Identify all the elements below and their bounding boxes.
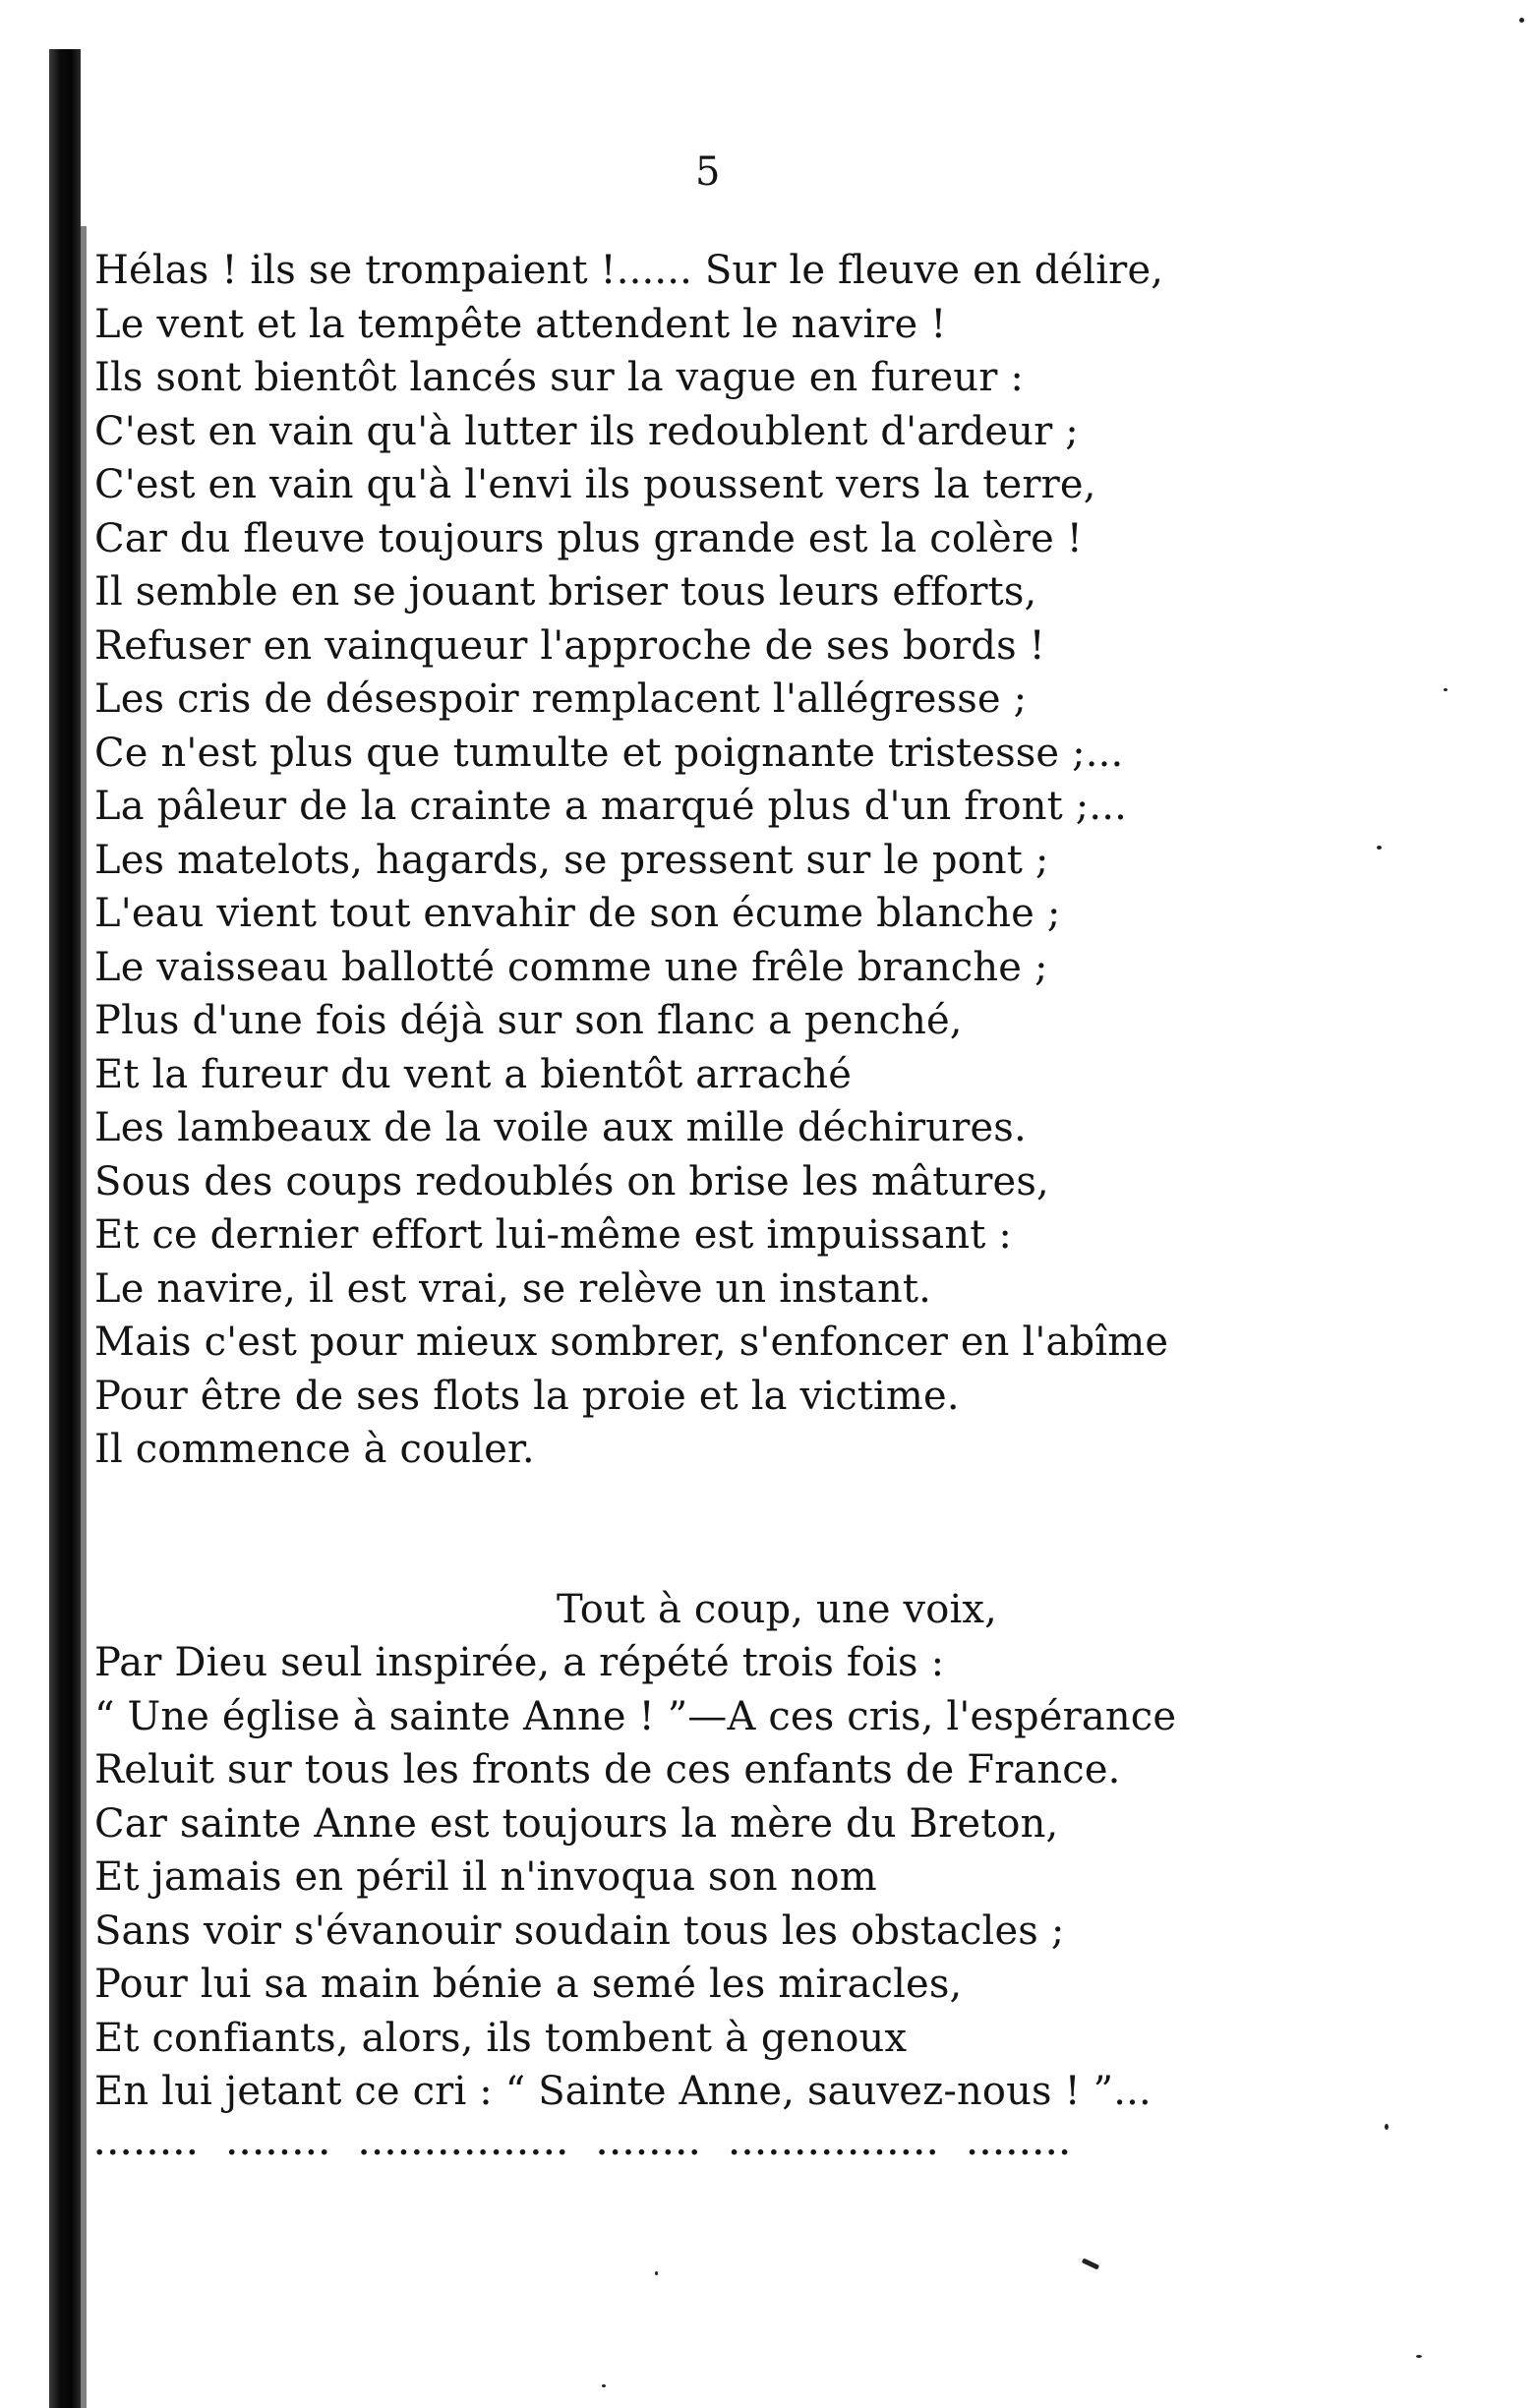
print-speck xyxy=(1082,2258,1099,2269)
verse-line: Le vent et la tempête attendent le navire ! xyxy=(94,301,947,347)
verse-line: Pour être de ses flots la proie et la victime. xyxy=(94,1373,960,1419)
verse-line-indented: Tout à coup, une voix, xyxy=(557,1586,998,1632)
verse-line: C'est en vain qu'à l'envi ils poussent vers la terre, xyxy=(94,462,1096,507)
verse-line: Sans voir s'évanouir soudain tous les obstacles ; xyxy=(94,1908,1065,1954)
verse-line: Par Dieu seul inspirée, a répété trois fois : xyxy=(94,1640,945,1685)
ellipsis-separator: ........ ........ ................ ........ ................ ........ xyxy=(94,2127,1073,2162)
verse-line: Refuser en vainqueur l'approche de ses bords ! xyxy=(94,622,1045,669)
verse-line: Les cris de désespoir remplacent l'allégresse ; xyxy=(94,676,1028,722)
stanza-1 xyxy=(94,244,1373,1477)
print-speck xyxy=(1444,688,1447,691)
verse-line: En lui jetant ce cri : “ Sainte Anne, sauvez-nous ! ”... xyxy=(94,2069,1152,2114)
verse-line: Plus d'une fois déjà sur son flanc a penché, xyxy=(94,998,963,1043)
verse-line: Et jamais en péril il n'invoqua son nom xyxy=(94,1854,877,1900)
print-speck xyxy=(655,2271,658,2275)
print-speck xyxy=(1377,846,1382,850)
verse-line: C'est en vain qu'à lutter ils redoublent d'ardeur ; xyxy=(94,408,1079,454)
verse-line: Et ce dernier effort lui-même est impuissant : xyxy=(94,1212,1012,1258)
verse-line: Car du fleuve toujours plus grande est la colère ! xyxy=(94,515,1084,561)
verse-line: La pâleur de la crainte a marqué plus d'un front ;... xyxy=(94,784,1127,829)
verse-line: Et confiants, alors, ils tombent à genoux xyxy=(94,2015,908,2061)
verse-line: Les matelots, hagards, se pressent sur le pont ; xyxy=(94,837,1049,883)
poem-body xyxy=(94,244,1373,2172)
verse-line: Pour lui sa main bénie a semé les miracles, xyxy=(94,1962,963,2007)
verse-line: Il commence à couler. xyxy=(94,1427,535,1472)
verse-line: Car sainte Anne est toujours la mère du Breton, xyxy=(94,1800,1059,1847)
verse-line: L'eau vient tout envahir de son écume blanche ; xyxy=(94,891,1061,936)
verse-line: Ce n'est plus que tumulte et poignante tristesse ;... xyxy=(94,730,1124,776)
verse-line: “ Une église à sainte Anne ! ”—A ces cris, l'espérance xyxy=(94,1693,1177,1739)
stanza-gap xyxy=(94,1477,1373,1583)
print-speck xyxy=(602,2384,606,2387)
verse-line: Le vaisseau ballotté comme une frêle branche ; xyxy=(94,944,1048,990)
print-speck xyxy=(1385,2124,1388,2130)
stanza-2 xyxy=(94,1583,1373,2119)
page-number: 5 xyxy=(695,149,721,195)
page-gutter-edge xyxy=(81,226,87,2408)
verse-line: Il semble en se jouant briser tous leurs efforts, xyxy=(94,569,1037,615)
print-speck xyxy=(1519,18,1524,23)
verse-line: Hélas ! ils se trompaient !...... Sur le fleuve en délire, xyxy=(94,248,1164,293)
verse-line: Et la fureur du vent a bientôt arraché xyxy=(94,1051,853,1097)
verse-line: Ils sont bientôt lancés sur la vague en fureur : xyxy=(94,355,1024,400)
print-speck xyxy=(1416,2355,1422,2358)
verse-line: Sous des coups redoublés on brise les mâtures, xyxy=(94,1158,1049,1204)
verse-line: Reluit sur tous les fronts de ces enfants de France. xyxy=(94,1747,1121,1792)
verse-line: Les lambeaux de la voile aux mille déchirures. xyxy=(94,1105,1027,1150)
book-spine-shadow xyxy=(49,49,81,2408)
verse-line: Mais c'est pour mieux sombrer, s'enfoncer en l'abîme xyxy=(94,1320,1169,1365)
verse-line: Le navire, il est vrai, se relève un instant. xyxy=(94,1265,931,1312)
